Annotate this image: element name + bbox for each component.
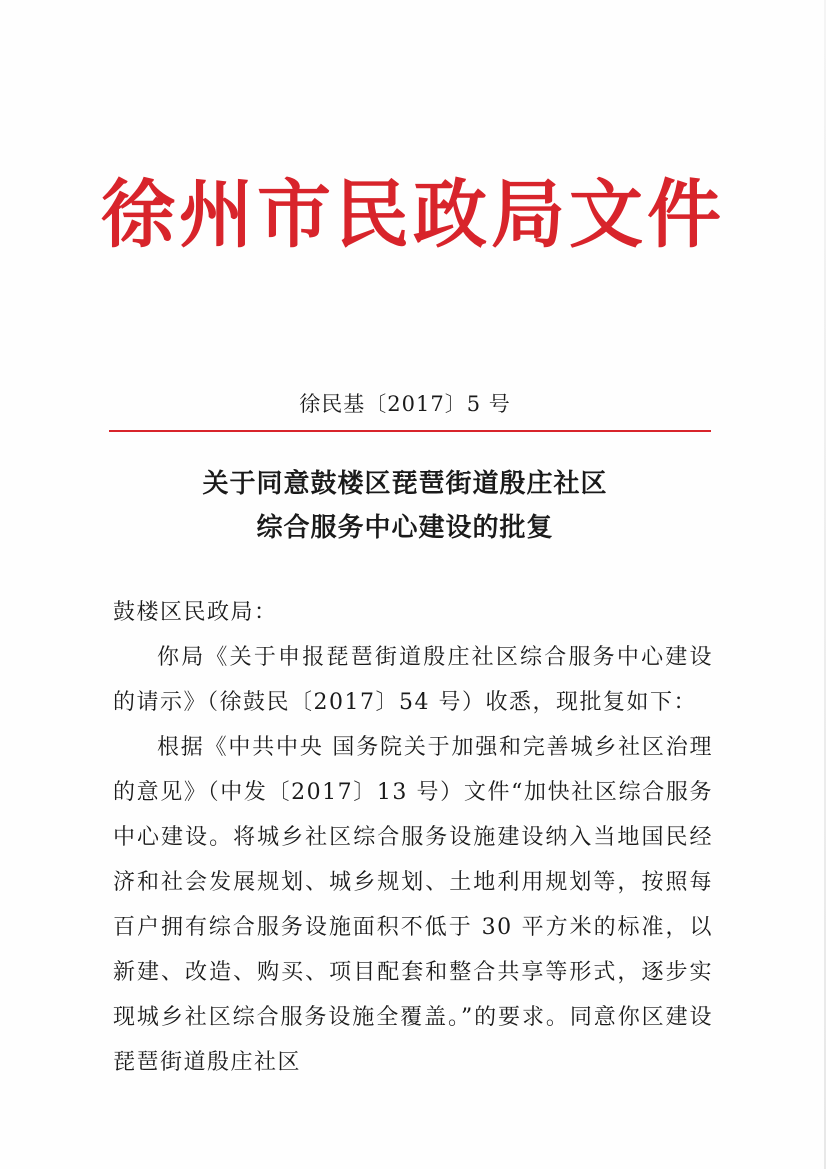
body-paragraph-1: 你局《关于申报琵琶街道殷庄社区综合服务中心建设的请示》（徐鼓民〔2017〕54 号）收悉，现批复如下： xyxy=(113,645,713,715)
document-title-line-1: 关于同意鼓楼区琵琶街道殷庄社区 xyxy=(202,469,608,499)
body-paragraph-2: 根据《中共中央 国务院关于加强和完善城乡社区治理的意见》（中发〔2017〕13 号）文件“加快社区综合服务中心建设。将城乡社区综合服务设施建设纳入当地国民经济和社会发展规划、城乡规划、土地利用规划等，按照每百户拥有综合服务设施面积不低于 30 平方米的标准，以新建、改造、购买、项目配套和整合共享等形式，逐步实现城乡社区综合服务设施全覆盖。”的要求。同意你区建设琵琶街道殷庄社区 xyxy=(113,735,713,1075)
document-body xyxy=(113,590,713,1085)
document-number: 徐民基〔2017〕5 号 xyxy=(299,392,511,416)
document-title xyxy=(0,462,810,550)
document-title-line-2: 综合服务中心建设的批复 xyxy=(256,513,554,543)
red-divider-line xyxy=(109,430,711,432)
issuer-header-title: 徐州市民政局文件 xyxy=(101,172,725,258)
salutation: 鼓楼区民政局： xyxy=(113,600,278,625)
